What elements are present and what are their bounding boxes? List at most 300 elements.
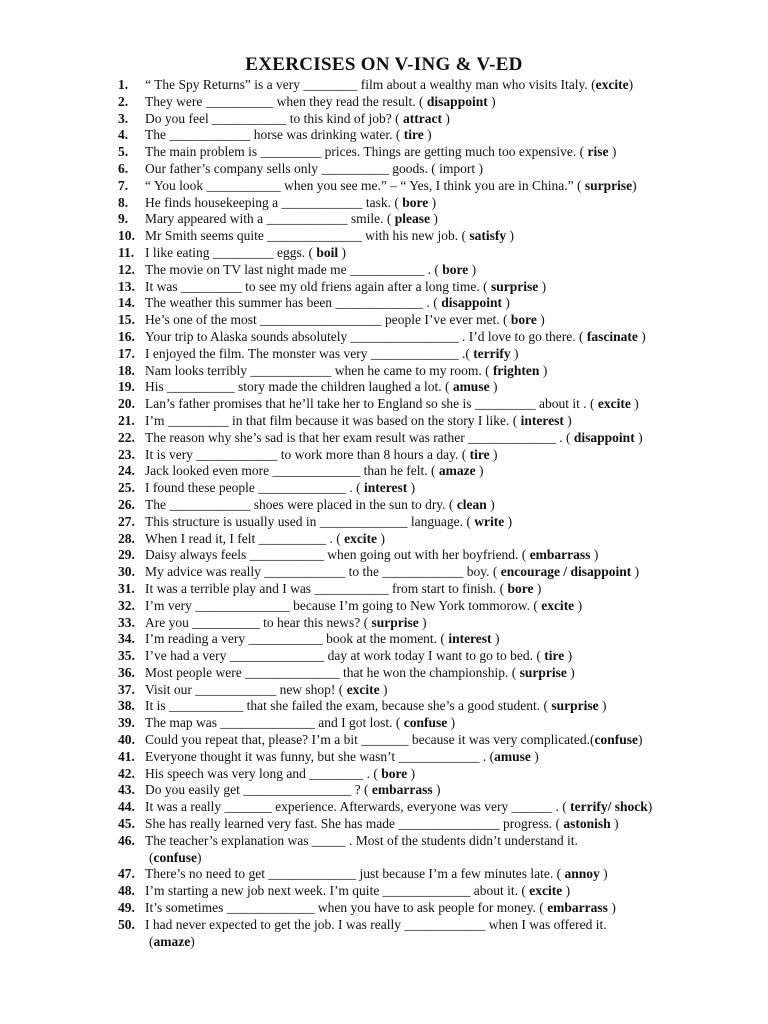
verb-hint: tire [544,648,565,664]
exercise-item [118,648,718,665]
exercise-item [118,866,718,883]
hint-close: ) [632,177,637,193]
exercise-number: 46. [118,832,135,848]
verb-hint: fascinate [586,328,638,344]
sentence-text: Your trip to Alaska sounds absolutely ________________ . I’d love to go there. ( [145,328,587,344]
hint-close: ) [510,345,519,361]
exercise-item [118,329,718,346]
exercise-sentence [145,547,718,564]
exercise-number: 22. [118,429,135,445]
verb-hint: confuse [403,715,448,731]
hint-close: ) [418,614,427,630]
exercise-item [118,211,718,228]
exercise-sentence [145,782,718,799]
exercise-sentence [145,195,718,212]
exercise-sentence [145,346,718,363]
exercise-sentence [145,648,718,665]
exercise-number: 38. [118,698,135,714]
hint-close: ) [538,278,547,294]
page-title: EXERCISES ON V-ING & V-ED [245,54,523,75]
hint-close: ) [504,513,513,529]
verb-hint: surprise [491,278,539,294]
sentence-text: Daisy always feels ___________ when going out with her boyfriend. ( [145,547,530,563]
exercise-item [118,799,718,816]
exercise-number: 26. [118,496,135,512]
hint-close: ) [506,228,514,244]
verb-hint: excite [529,883,563,899]
verb-hint: interest [363,480,408,496]
verb-hint: bore [442,261,469,277]
verb-hint: boil [316,244,339,260]
sentence-text: It was _________ to see my old friens again after a long time. ( [145,278,492,294]
verb-hint: amuse [494,748,531,764]
verb-hint: confuse [153,849,197,865]
sentence-text: I’m _________ in that film because it was based on the story I like. ( [145,412,521,428]
exercise-item [118,94,718,111]
exercise-item [118,379,718,396]
verb-hint: tire [403,127,424,143]
hint-close: ) [423,127,432,143]
hint-close: ) [407,765,416,781]
hint-close: ) [429,211,438,227]
exercise-number: 48. [118,883,135,899]
exercise-number: 8. [118,194,129,210]
hint-close: ) [491,631,500,647]
exercise-item [118,77,718,94]
exercise-item [118,749,718,766]
exercise-sentence [145,564,718,581]
exercise-number: 11. [118,244,135,260]
verb-hint: surprise [371,614,419,630]
exercise-sentence [145,598,718,615]
exercise-sentence [145,379,718,396]
exercise-number: 47. [118,866,135,882]
hint-close: ) [599,866,608,882]
hint-close: ) [536,312,545,328]
verb-hint: excite [541,597,575,613]
exercise-item [118,682,718,699]
verb-hint: excite [597,396,631,412]
verb-hint: embarrass [529,547,591,563]
exercise-item [118,883,718,900]
exercise-item [118,917,718,951]
hint-close: ) [598,698,607,714]
exercise-item [118,732,718,749]
sentence-text: I like eating _________ eggs. ( [145,244,317,260]
hint-close: ) [489,379,498,395]
verb-hint: bore [402,194,429,210]
exercise-number: 17. [118,345,135,361]
verb-hint: amaze [438,463,476,479]
exercise-number: 40. [118,732,135,748]
hint-close: ) [447,715,456,731]
sentence-text: There’s no need to get _____________ just because I’m a few minutes late. ( [145,866,565,882]
hint-close: ) [628,77,634,92]
hint-close: ) [647,799,653,815]
exercise-item [118,178,718,195]
exercise-item [118,816,718,833]
exercise-sentence [145,698,718,715]
exercise-number: 1. [118,77,129,92]
exercise-item [118,363,718,380]
exercise-sentence [145,631,718,648]
hint-close: ) [530,748,539,764]
sentence-text: He’s one of the most __________________ people I’ve ever met. ( [145,312,511,328]
exercise-number: 7. [118,177,129,193]
exercise-number: 19. [118,379,135,395]
exercise-item [118,262,718,279]
exercise-list [118,77,718,950]
hint-close: ) [590,547,599,563]
exercise-item [118,665,718,682]
exercise-number: 30. [118,564,135,580]
sentence-text: The main problem is _________ prices. Things are getting much too expensive. ( [145,144,588,160]
verb-hint: terrify/ shock [570,799,648,815]
exercise-number: 34. [118,631,135,647]
sentence-text: I’ve had a very ______________ day at work today I want to go to bed. ( [145,648,545,664]
exercise-item [118,547,718,564]
exercise-number: 9. [118,211,129,227]
hint-close: ) [487,93,496,109]
exercise-sentence [145,430,718,447]
hint-close: ) [634,429,643,445]
exercise-number: 27. [118,513,135,529]
exercise-number: 45. [118,816,135,832]
exercise-item [118,497,718,514]
sentence-text: The map was ______________ and I got lost. ( [145,715,404,731]
exercise-item [118,195,718,212]
sentence-text: I enjoyed the film. The monster was very _____________ .( [145,345,474,361]
exercise-number: 42. [118,765,135,781]
exercise-item [118,615,718,632]
sentence-text: Everyone thought it was funny, but she wasn’t ____________ . ( [145,748,495,764]
exercise-sentence [145,900,718,917]
verb-hint: disappoint [426,93,488,109]
verb-hint: surprise [551,698,599,714]
exercise-sentence [145,732,718,749]
exercise-number: 29. [118,547,135,563]
hint-close: ) [475,463,484,479]
exercise-item [118,413,718,430]
verb-hint: please [394,211,430,227]
exercise-number: 10. [118,228,135,244]
exercise-sentence [145,766,718,783]
hint-close: ) [607,900,616,916]
exercise-item [118,715,718,732]
exercise-sentence [145,295,718,312]
exercise-sentence [145,363,718,380]
hint-close: ) [610,816,619,832]
exercise-item [118,564,718,581]
exercise-item [118,900,718,917]
exercise-sentence [145,413,718,430]
exercise-item [118,833,718,867]
verb-hint: interest [520,412,564,428]
hint-close: ) [489,446,498,462]
hint-close: ) [539,362,548,378]
exercise-number: 18. [118,362,135,378]
exercise-item [118,698,718,715]
verb-hint: tire [469,446,490,462]
hint-close: ) [574,597,583,613]
verb-hint: frighten [492,362,540,378]
verb-hint: bore [507,580,534,596]
verb-hint: excite [344,530,378,546]
exercise-number: 25. [118,480,135,496]
exercise-sentence [145,228,718,245]
verb-hint: embarrass [371,782,433,798]
exercise-sentence [145,144,718,161]
exercise-sentence [145,178,718,195]
exercise-sentence [145,211,718,228]
verb-hint: rise [587,144,609,160]
verb-hint: interest [448,631,492,647]
exercise-sentence [145,447,718,464]
sentence-text: The weather this summer has been _____________ . ( [145,295,442,311]
exercise-number: 31. [118,580,135,596]
exercise-item [118,598,718,615]
exercise-number: 2. [118,93,129,109]
exercise-sentence [145,77,718,94]
exercise-item [118,396,718,413]
exercise-item [118,312,718,329]
exercise-number: 23. [118,446,135,462]
exercise-sentence [145,245,718,262]
exercise-number: 49. [118,900,135,916]
exercise-item [118,782,718,799]
sentence-text: She has really learned very fast. She has made _______________ progress. ( [145,816,564,832]
sentence-text: It was a terrible play and I was ___________ from start to finish. ( [145,580,508,596]
exercise-number: 36. [118,664,135,680]
verb-hint: amaze [153,933,191,949]
exercise-number: 20. [118,396,135,412]
hint-close: ) [428,194,437,210]
sentence-text: It is very ____________ to work more than 8 hours a day. ( [145,446,470,462]
exercise-item [118,279,718,296]
sentence-text: My advice was really ____________ to the ____________ boy. ( [145,564,501,580]
exercise-sentence [145,329,718,346]
exercise-sentence [145,581,718,598]
sentence-text: The teacher’s explanation was _____ . Most of the students didn’t understand it. [145,832,578,848]
sentence-text: The movie on TV last night made me ___________ . ( [145,261,443,277]
sentence-text: Do you easily get ________________ ? ( [145,782,372,798]
exercise-sentence [145,715,718,732]
exercise-item [118,463,718,480]
hint-close: ) [630,396,639,412]
sentence-text: I’m starting a new job next week. I’m quite _____________ about it. ( [145,883,530,899]
exercise-number: 44. [118,799,135,815]
exercise-sentence [145,883,718,900]
sentence-text: The ____________ shoes were placed in the sun to dry. ( [145,496,457,512]
exercise-number: 39. [118,715,135,731]
exercise-item [118,161,718,178]
sentence-text: Lan’s father promises that he’ll take her to England so she is _________ about it . ( [145,396,598,412]
verb-hint: terrify [473,345,511,361]
exercise-sentence [145,497,718,514]
exercise-sentence [145,279,718,296]
hint-close: ) [533,580,542,596]
verb-hint: attract [402,110,442,126]
exercise-sentence [145,161,718,178]
verb-hint: bore [510,312,537,328]
exercise-item [118,346,718,363]
exercise-sentence [145,396,718,413]
continuation-line: (amaze) [149,933,195,949]
exercise-number: 32. [118,597,135,613]
verb-hint: surprise [584,177,633,193]
exercise-item [118,295,718,312]
sentence-text: The ____________ horse was drinking water. ( [145,127,404,143]
exercise-sentence [145,665,718,682]
sentence-text: I’m very ______________ because I’m going to New York tommorow. ( [145,597,542,613]
sentence-text: Mr Smith seems quite ______________ with his new job. ( [145,228,470,244]
sentence-text: Most people were ______________ that he won the championship. ( [145,664,520,680]
exercise-number: 35. [118,648,135,664]
exercise-sentence [145,463,718,480]
exercise-sentence [145,917,718,951]
sentence-text: Mary appeared with a ____________ smile. ( [145,211,395,227]
exercise-item [118,144,718,161]
verb-hint: disappoint [441,295,502,311]
exercise-item [118,127,718,144]
exercise-sentence [145,833,718,867]
sentence-text: Could you repeat that, please? I’m a bit _______ because it was very complicated.( [145,732,595,748]
sentence-text: Nam looks terribly ____________ when he came to my room. ( [145,362,493,378]
hint-close: ) [564,648,573,664]
verb-hint: clean [456,496,487,512]
exercise-sentence [145,531,718,548]
hint-close: ) [501,295,510,311]
hint-close: ) [631,564,640,580]
exercise-number: 37. [118,681,135,697]
hint-close: ) [407,480,416,496]
hint-close: ) [379,681,388,697]
exercise-number: 14. [118,295,135,311]
exercise-number: 4. [118,127,129,143]
exercise-sentence [145,615,718,632]
sentence-text: They were __________ when they read the result. ( [145,93,427,109]
verb-hint: disappoint [573,429,635,445]
verb-hint: satisfy [469,228,507,244]
hint-close: ) [637,328,646,344]
verb-hint: excite [346,681,380,697]
exercise-item [118,531,718,548]
exercise-number: 33. [118,614,135,630]
exercise-item [118,228,718,245]
sentence-text: I found these people _____________ . ( [145,480,364,496]
exercise-item [118,480,718,497]
hint-close: ) [377,530,385,546]
hint-close: ) [468,261,477,277]
exercise-sentence [145,94,718,111]
sentence-text: Do you feel ___________ to this kind of job? ( [145,110,403,126]
hint-close: ) [338,244,346,260]
exercise-item [118,430,718,447]
hint-close: ) [441,110,450,126]
verb-hint: write [474,513,505,529]
sentence-text: His speech was very long and ________ . ( [145,765,382,781]
exercise-item [118,245,718,262]
sentence-text: Jack looked even more _____________ than he felt. ( [145,463,439,479]
exercise-number: 12. [118,261,135,277]
exercise-number: 41. [118,748,135,764]
hint-close: ) [566,664,575,680]
exercise-item [118,111,718,128]
exercise-sentence [145,312,718,329]
verb-hint: embarrass [547,900,608,916]
sentence-text: Our father’s company sells only __________ goods. ( import ) [145,160,483,176]
hint-close: ) [563,412,572,428]
sentence-text: I had never expected to get the job. I was really ____________ when I was offered it. [145,916,607,932]
sentence-text: “ You look ___________ when you see me.” – “ Yes, I think you are in China.” ( [145,177,585,193]
exercise-number: 3. [118,110,129,126]
exercise-sentence [145,866,718,883]
verb-hint: astonish [563,816,611,832]
exercise-sentence [145,127,718,144]
hint-close: ) [486,496,495,512]
sentence-text: When I read it, I felt __________ . ( [145,530,345,546]
exercise-number: 6. [118,160,129,176]
exercise-sentence [145,262,718,279]
exercise-sentence [145,816,718,833]
sentence-text: His __________ story made the children laughed a lot. ( [145,379,453,395]
exercise-item [118,581,718,598]
sentence-text: “ The Spy Returns” is a very ________ film about a wealthy man who visits Italy. ( [145,77,596,92]
exercise-sentence [145,514,718,531]
verb-hint: excite [595,77,629,92]
verb-hint: confuse [594,732,638,748]
exercise-sentence [145,799,718,816]
sentence-text: It’s sometimes _____________ when you have to ask people for money. ( [145,900,548,916]
verb-hint: encourage / disappoint [500,564,632,580]
exercise-item [118,766,718,783]
exercise-sentence [145,749,718,766]
exercise-number: 5. [118,144,129,160]
hint-close: ) [562,883,571,899]
verb-hint: surprise [519,664,567,680]
verb-hint: bore [381,765,408,781]
exercise-sentence [145,682,718,699]
sentence-text: It is ___________ that she failed the exam, because she’s a good student. ( [145,698,552,714]
exercise-sentence [145,111,718,128]
exercise-number: 21. [118,412,135,428]
verb-hint: annoy [564,866,600,882]
sentence-text: Are you __________ to hear this news? ( [145,614,372,630]
continuation-line: (confuse) [149,849,202,865]
exercise-number: 50. [118,916,135,932]
exercise-number: 43. [118,782,135,798]
exercise-number: 24. [118,463,135,479]
hint-close: ) [637,732,643,748]
exercise-item [118,514,718,531]
sentence-text: It was a really _______ experience. Afterwards, everyone was very ______ . ( [145,799,571,815]
exercise-sentence [145,480,718,497]
exercise-number: 15. [118,312,135,328]
sentence-text: This structure is usually used in _____________ language. ( [145,513,475,529]
sentence-text: He finds housekeeping a ____________ task. ( [145,194,403,210]
verb-hint: amuse [452,379,490,395]
sentence-text: I’m reading a very ___________ book at the moment. ( [145,631,449,647]
sentence-text: Visit our ____________ new shop! ( [145,681,347,697]
exercise-number: 16. [118,328,135,344]
exercise-item [118,631,718,648]
exercise-item [118,447,718,464]
exercise-number: 28. [118,530,135,546]
hint-close: ) [608,144,617,160]
sentence-text: The reason why she’s sad is that her exam result was rather _____________ . ( [145,429,574,445]
hint-close: ) [432,782,441,798]
exercise-number: 13. [118,278,135,294]
